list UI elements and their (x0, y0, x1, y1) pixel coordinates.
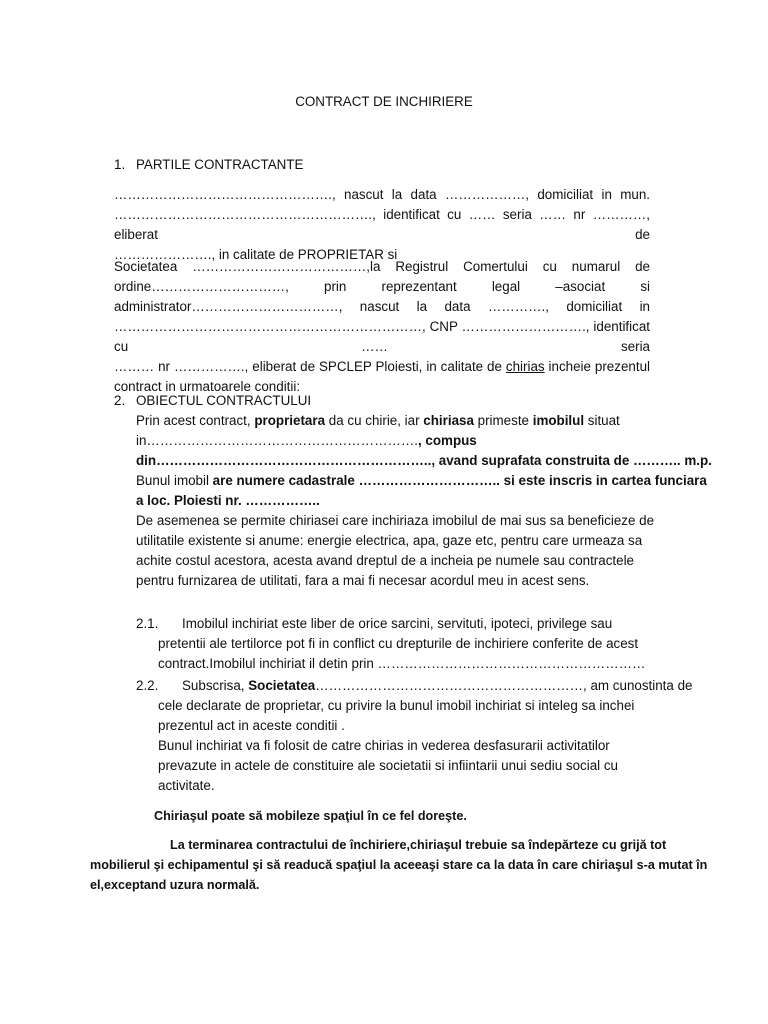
text-line (136, 614, 676, 634)
text-line: utilitatile existente si anume: energie electrica, apa, gaze etc, pentru care urmeaza sa (136, 533, 643, 548)
text-line (136, 491, 676, 511)
section-2-title: OBIECTUL CONTRACTULUI (136, 393, 312, 408)
text-line (114, 357, 650, 377)
text-fragment: proprietara (254, 413, 326, 428)
clause-2-1 (136, 614, 676, 674)
text-fragment: chiriasa (423, 413, 474, 428)
final-paragraph (90, 835, 708, 895)
text-line: prevazute in actele de constituire ale societatii si infiintarii unui sediu social cu (158, 758, 618, 773)
text-line: De asemenea se permite chiriasei care inchiriaza imobilul de mai sus sa beneficieze de (136, 513, 655, 528)
text-line: pentru furnizarea de utilitati, fara a mai fi necesar acordul meu in acest sens. (136, 573, 590, 588)
mobilize-paragraph: Chiriaşul poate să mobileze spaţiul în ce fel doreşte. (154, 809, 467, 823)
text-line: ……………………………………………………………, CNP ………………………., identificat cu …… seria (114, 319, 650, 354)
text-fragment: da cu chirie, iar (325, 413, 424, 428)
text-fragment: Prin acest contract, (136, 413, 255, 428)
text-fragment: , compus (417, 433, 477, 448)
text-line (136, 431, 676, 451)
text-line: el,exceptand uzura normală. (90, 878, 260, 892)
text-fragment: primeste (473, 413, 533, 428)
text-fragment: imobilul (532, 413, 585, 428)
text-fragment: Societatea (248, 678, 316, 693)
text-line: pretentii ale tertilorce pot fi in conflict cu drepturile de inchiriere conferite de acest (158, 636, 639, 651)
section-2-heading (114, 391, 311, 411)
text-line (136, 676, 693, 696)
section-1-number: 1. (114, 157, 126, 172)
text-line: prezentul act in aceste conditii . (158, 718, 345, 733)
text-fragment: a loc. Ploiesti nr. …………….. (136, 493, 320, 508)
object-paragraph (136, 411, 712, 591)
text-line (136, 471, 707, 491)
text-fragment: Imobilul inchiriat este liber de orice sarcini, servituti, ipoteci, privilege sau (182, 616, 613, 631)
parties-paragraph-2 (114, 257, 650, 397)
text-line (136, 411, 676, 431)
text-fragment: , avand suprafata construita de ……….. m.p. (431, 453, 712, 468)
text-fragment: in……………………………………………………. (136, 433, 418, 448)
text-fragment: are numere cadastrale ………………………….. si este inscris in cartea funciara (212, 473, 707, 488)
text-fragment: Bunul imobil (136, 473, 213, 488)
clause-2-2 (136, 676, 693, 796)
text-fragment: Subscrisa, (182, 678, 249, 693)
text-line: administrator……………………………, nascut la data …………., domiciliat in (114, 299, 650, 314)
clause-2-1-number: 2.1. (136, 616, 159, 631)
text-line: activitate. (158, 778, 215, 793)
text-line: ordine…………………………, prin reprezentant legal –asociat si (114, 279, 650, 294)
text-line: …………………………………………., nascut la data ………………, domiciliat in mun. (114, 187, 650, 202)
text-line: Societatea …………………………………,la Registrul Comertului cu numarul de (114, 259, 650, 274)
text-fragment: din…………………………………………………….. (136, 453, 432, 468)
parties-paragraph-1 (114, 185, 650, 265)
section-1-heading (114, 155, 303, 175)
section-1-title: PARTILE CONTRACTANTE (136, 157, 304, 172)
chirias-underlined: chirias (505, 359, 545, 374)
text-line: contract.Imobilul inchiriat il detin prin …………………………………………………… (158, 656, 646, 671)
section-2-number: 2. (114, 393, 126, 408)
text-fragment: ……………………………………………………, am cunostinta de (315, 678, 693, 693)
contract-title: CONTRACT DE INCHIRIERE (295, 94, 473, 109)
text-line: achite costul acestora, acesta avand dreptul de a incheia pe numele sau contractele (136, 553, 634, 568)
text-line: Bunul inchiriat va fi folosit de catre chirias in vederea desfasurarii activitatilor (158, 738, 610, 753)
text-fragment: ……… nr ……………., eliberat de SPCLEP Ploiesti, in calitate de (114, 359, 506, 374)
text-line: mobilierul şi echipamentul şi să readucă spaţiul la aceeaşi stare ca la data în care chiriaşul s-a mutat în (90, 858, 708, 872)
text-fragment: incheie prezentul (544, 359, 650, 374)
text-line: cele declarate de proprietar, cu privire la bunul imobil inchiriat si inteleg sa inchei (158, 698, 635, 713)
text-line (136, 451, 712, 471)
clause-2-2-number: 2.2. (136, 678, 159, 693)
text-line: La terminarea contractului de închiriere,chiriaşul trebuie sa îndepărteze cu grijă tot (170, 838, 667, 852)
text-line: …………………………………………………., identificat cu …… seria …… nr …………, eliberat de (114, 207, 650, 242)
text-line: …………………., in calitate de PROPRIETAR si (114, 247, 398, 262)
text-fragment: situat (584, 413, 620, 428)
text-line: contract in urmatoarele conditii: (114, 379, 301, 394)
